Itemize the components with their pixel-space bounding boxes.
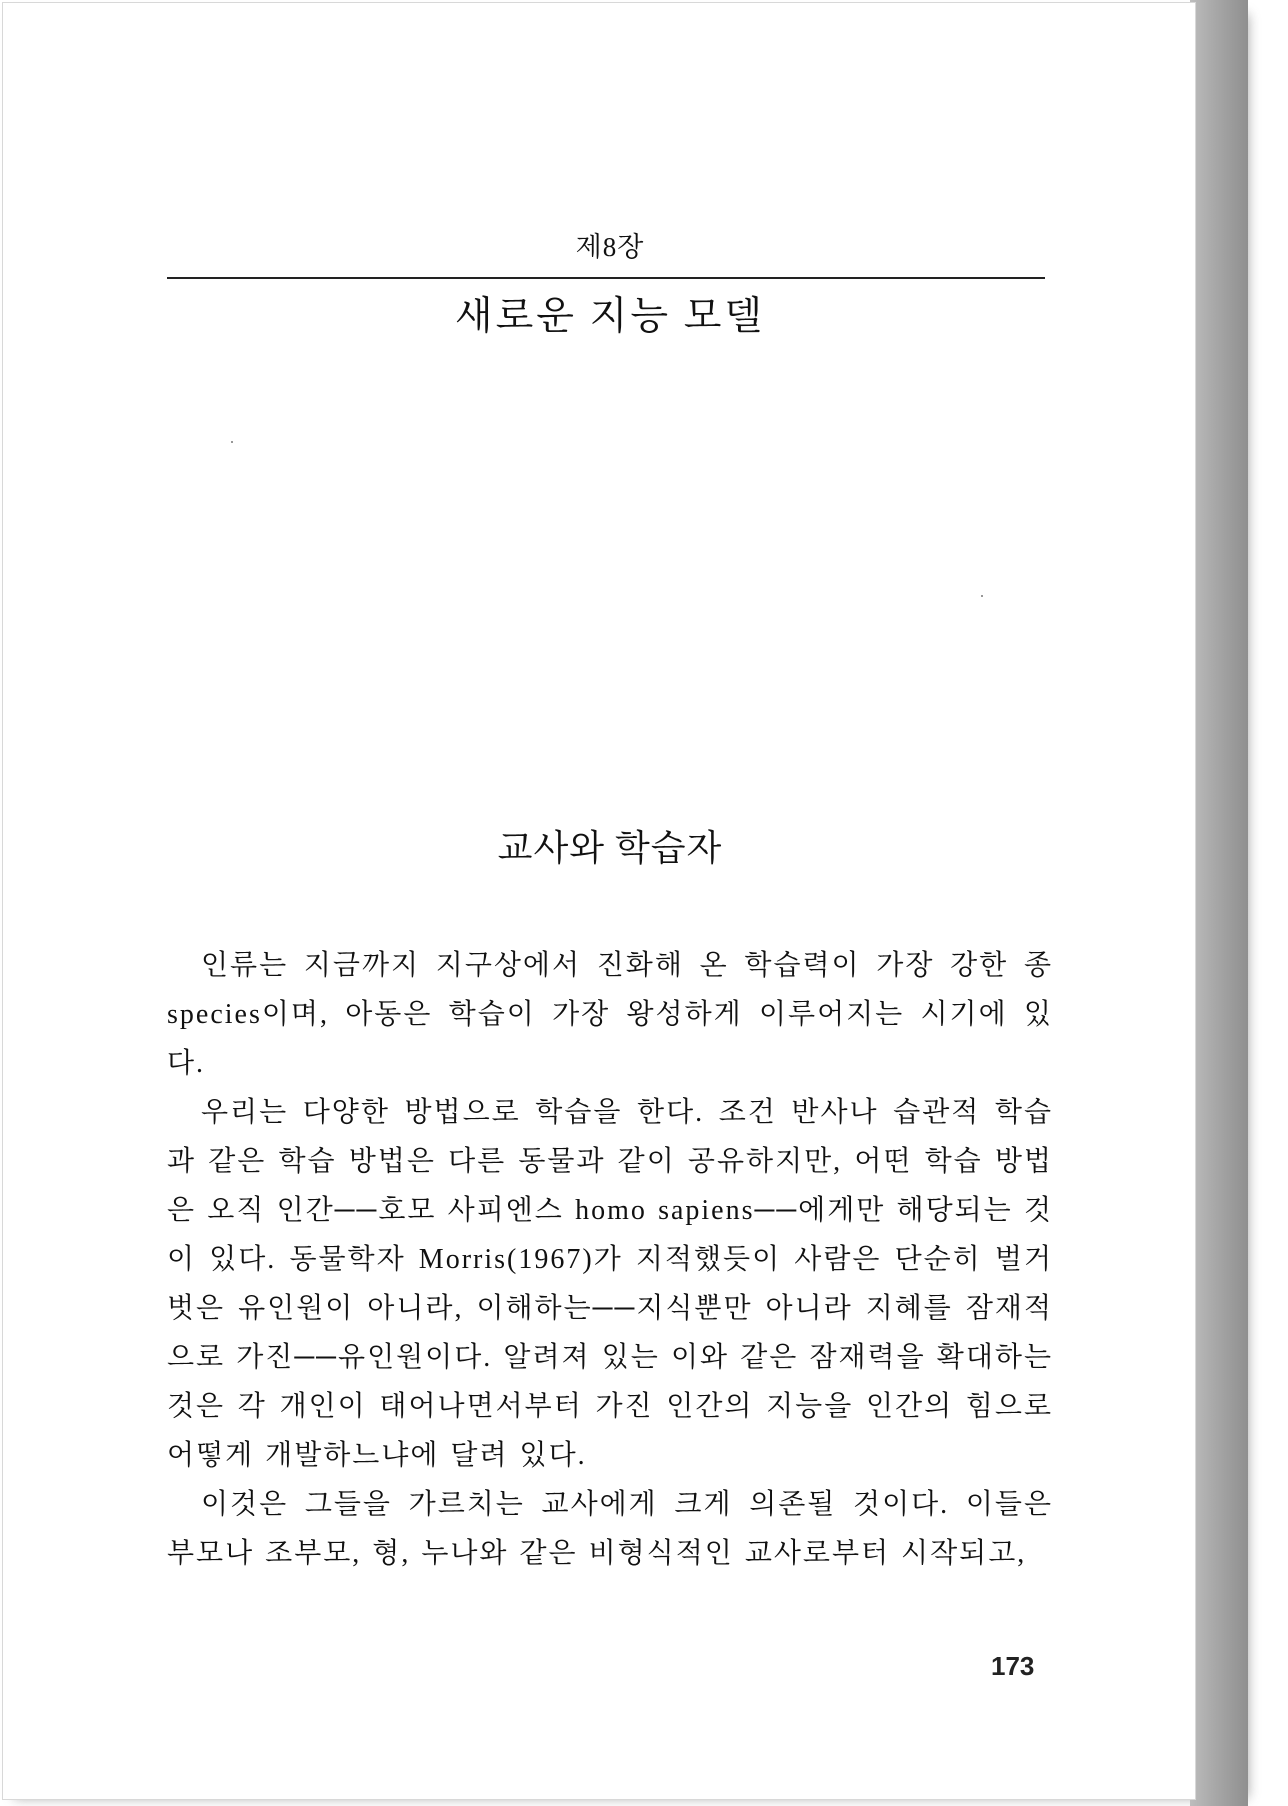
body-text (167, 941, 1053, 1578)
section-title: 교사와 학습자 (497, 828, 723, 868)
paragraph: 우리는 다양한 방법으로 학습을 한다. 조건 반사나 습관적 학습과 같은 학습 방법은 다른 동물과 같이 공유하지만, 어떤 학습 방법은 오직 인간──호모 사피엔스 homo sapiens──에게만 해당되는 것이 있다. 동물학자 Morris(1967)가 지적했듯이 사람은 단순히 벌거벗은 유인원이 아니라, 이해하는──지식뿐만 아니라 지혜를 잠재적으로 가진──유인원이다. 알려져 있는 이와 같은 잠재력을 확대하는 것은 각 개인이 태어나면서부터 가진 인간의 지능을 인간의 힘으로 어떻게 개발하느냐에 달려 있다. (167, 1097, 1053, 1471)
chapter-divider (167, 277, 1045, 279)
paragraph: 인류는 지금까지 지구상에서 진화해 온 학습력이 가장 강한 종 species이며, 아동은 학습이 가장 왕성하게 이루어지는 시기에 있다. (167, 950, 1053, 1079)
book-spine (1190, 0, 1248, 1806)
page-number: 173 (991, 1651, 1035, 1681)
paragraph: 이것은 그들을 가르치는 교사에게 크게 의존될 것이다. 이들은 부모나 조부모, 형, 누나와 같은 비형식적인 교사로부터 시작되고, (167, 1489, 1053, 1569)
page-content (167, 229, 1053, 1569)
paper-speck (981, 595, 983, 597)
chapter-title: 새로운 지능 모델 (454, 295, 766, 338)
chapter-number: 제8장 (575, 232, 645, 262)
paper-speck (231, 441, 233, 443)
book-page (2, 2, 1196, 1800)
